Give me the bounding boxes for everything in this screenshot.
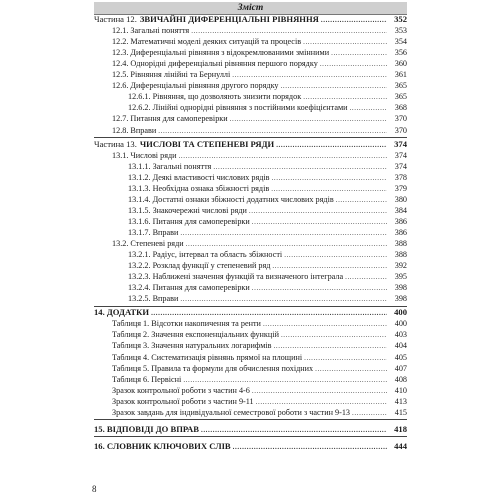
page-ref: 408 xyxy=(394,374,407,384)
page-ref: 384 xyxy=(394,205,407,215)
page-ref: 392 xyxy=(394,261,407,271)
toc-entry xyxy=(94,183,407,194)
toc-entry xyxy=(94,161,407,172)
dot-leader xyxy=(233,442,387,453)
page-ref: 356 xyxy=(394,48,407,58)
dot-leader xyxy=(201,425,387,436)
entry-title: 12.5. Рівняння лінійні та Бернуллі xyxy=(112,70,231,80)
page-number: 8 xyxy=(92,484,97,494)
section-divider xyxy=(94,419,407,420)
entry-title: 13.2.1. Радіус, інтервал та область збіжності xyxy=(128,250,283,260)
entry-title: 13.1.7. Вправи xyxy=(128,227,179,237)
toc-entry xyxy=(94,396,407,407)
page-ref: 361 xyxy=(394,70,407,80)
page-ref: 444 xyxy=(394,440,407,451)
page-ref: 374 xyxy=(394,161,407,171)
page-ref: 398 xyxy=(394,283,407,293)
page-ref: 368 xyxy=(394,103,407,113)
toc-entry xyxy=(94,216,407,227)
entry-title: 12.4. Однорідні диференціальні рівняння першого порядку xyxy=(112,59,318,69)
chapter-title: 15. ВІДПОВІДІ ДО ВПРАВ xyxy=(94,423,199,434)
entry-title: Зразок контрольної роботи з частин 4-6 xyxy=(112,385,250,395)
toc-entry xyxy=(94,271,407,282)
chapter-title: 14. ДОДАТКИ xyxy=(94,307,150,318)
page-ref: 365 xyxy=(394,81,407,91)
toc-entry xyxy=(94,340,407,351)
toc-entry xyxy=(94,385,407,396)
toc-entry xyxy=(94,249,407,260)
entry-title: 13.2.5. Вправи xyxy=(128,294,179,304)
chapter-title: ЧИСЛОВІ ТА СТЕПЕНЕВІ РЯДИ xyxy=(139,138,275,149)
chapter-label: Частина 12. xyxy=(94,14,137,24)
entry-title: 13.1.4. Достатні ознаки збіжності додатних числових рядів xyxy=(128,194,334,204)
chapter-heading xyxy=(94,14,407,25)
page-ref: 353 xyxy=(394,26,407,36)
entry-title: Зразок контрольної роботи з частин 9-11 xyxy=(112,396,254,406)
toc-entry xyxy=(94,69,407,80)
toc-entry xyxy=(94,125,407,136)
page-ref: 407 xyxy=(394,363,407,373)
page-ref: 388 xyxy=(394,250,407,260)
page-ref: 400 xyxy=(394,307,407,318)
page-ref: 400 xyxy=(394,319,407,329)
toc-entry xyxy=(94,352,407,363)
toc-entry xyxy=(94,363,407,374)
page-ref: 398 xyxy=(394,294,407,304)
entry-title: 12.6.2. Лінійні однорідні рівняння з постійними коефіцієнтами xyxy=(128,103,348,113)
chapter-heading xyxy=(94,307,407,318)
page-ref: 395 xyxy=(394,272,407,282)
toc-entry xyxy=(94,113,407,124)
toc-entry xyxy=(94,36,407,47)
chapter-title: 16. СЛОВНИК КЛЮЧОВИХ СЛІВ xyxy=(94,440,231,451)
toc-entry xyxy=(94,407,407,418)
entry-title: 12.8. Вправи xyxy=(112,125,157,135)
toc-entry xyxy=(94,227,407,238)
page-ref: 374 xyxy=(394,138,407,149)
entry-title: 12.1. Загальні поняття xyxy=(112,26,190,36)
entry-title: 13.2.3. Наближені значення функцій та визначеного інтеграла xyxy=(128,272,344,282)
entry-title: 12.7. Питання для самоперевірки xyxy=(112,114,228,124)
toc-entry xyxy=(94,58,407,69)
page-ref: 378 xyxy=(394,172,407,182)
toc-entry xyxy=(94,25,407,36)
page-ref: 370 xyxy=(394,125,407,135)
entry-title: 13.2.2. Розклад функції у степеневий ряд xyxy=(128,261,271,271)
entry-title: Таблиця 3. Значення натуральних логарифмів xyxy=(112,341,272,351)
entry-title: 13.1.2. Деякі властивості числових рядів xyxy=(128,172,270,182)
entry-title: Зразок завдань для індивідуальної семестрової роботи з частин 9-13 xyxy=(112,407,351,417)
entry-title: 13.2. Степеневі ряди xyxy=(112,239,184,248)
entry-title: Таблиця 2. Значення експоненціальних функцій xyxy=(112,330,279,340)
page-ref: 413 xyxy=(394,396,407,406)
entry-title: 13.1.5. Знакочережні числові ряди xyxy=(128,205,247,215)
entry-title: 13.2.4. Питання для самоперевірки xyxy=(128,283,250,293)
toc-entry xyxy=(94,329,407,340)
page-ref: 370 xyxy=(394,114,407,124)
toc-entry xyxy=(94,260,407,271)
entry-title: 13.1.3. Необхідна ознака збіжності рядів xyxy=(128,183,270,193)
entry-title: Таблиця 6. Первісні xyxy=(112,374,182,384)
page-ref: 365 xyxy=(394,92,407,102)
toc-entry xyxy=(94,80,407,91)
entry-title: 13.1.6. Питання для самоперевірки xyxy=(128,216,250,226)
page-ref: 418 xyxy=(394,423,407,434)
toc-entry xyxy=(94,318,407,329)
chapter-heading xyxy=(94,424,407,435)
toc-entry xyxy=(94,238,407,249)
entry-title: 13.1.1. Загальні поняття xyxy=(128,161,212,171)
page-ref: 360 xyxy=(394,59,407,69)
page-ref: 386 xyxy=(394,227,407,237)
entry-title: Таблиця 4. Систематизація рівнянь прямої на площині xyxy=(112,352,303,362)
entry-title: 12.2. Математичні моделі деяких ситуацій та процесів xyxy=(112,37,302,47)
page-ref: 388 xyxy=(394,239,407,248)
page-ref: 380 xyxy=(394,194,407,204)
toc-entry xyxy=(94,194,407,205)
toc-entry xyxy=(94,205,407,216)
entry-title: Таблиця 1. Відсотки накопичення та ренти xyxy=(112,319,261,329)
entry-title: 13.1. Числові ряди xyxy=(112,150,177,160)
section-divider xyxy=(94,436,407,437)
page-ref: 386 xyxy=(394,216,407,226)
dot-leader xyxy=(352,408,387,419)
entry-title: 12.6. Диференціальні рівняння другого порядку xyxy=(112,81,279,91)
toc-entry xyxy=(94,91,407,102)
page-ref: 352 xyxy=(394,14,407,24)
page-ref: 403 xyxy=(394,330,407,340)
toc-entry xyxy=(94,150,407,161)
dot-leader xyxy=(180,294,387,305)
toc-entry xyxy=(94,282,407,293)
page-ref: 354 xyxy=(394,37,407,47)
toc-entry xyxy=(94,47,407,58)
header-title: Зміст xyxy=(237,3,264,13)
page-ref: 404 xyxy=(394,341,407,351)
entry-title: 12.6.1. Рівняння, що дозволяють знизити порядок xyxy=(128,92,302,102)
chapter-title: ЗВИЧАЙНІ ДИФЕРЕНЦІАЛЬНІ РІВНЯННЯ xyxy=(139,14,319,24)
toc-entry xyxy=(94,102,407,113)
toc-entry xyxy=(94,293,407,304)
chapter-heading xyxy=(94,441,407,452)
page-ref: 415 xyxy=(394,407,407,417)
toc-entry xyxy=(94,172,407,183)
page-ref: 379 xyxy=(394,183,407,193)
chapter-heading xyxy=(94,139,407,150)
page-ref: 410 xyxy=(394,385,407,395)
dot-leader xyxy=(158,126,387,137)
page-ref: 405 xyxy=(394,352,407,362)
page-ref: 374 xyxy=(394,150,407,160)
chapter-label: Частина 13. xyxy=(94,138,137,149)
entry-title: Таблиця 5. Правила та формули для обчислення похідних xyxy=(112,363,314,373)
entry-title: 12.3. Диференціальні рівняння з відокремлюваними змінними xyxy=(112,48,330,58)
toc-entry xyxy=(94,374,407,385)
